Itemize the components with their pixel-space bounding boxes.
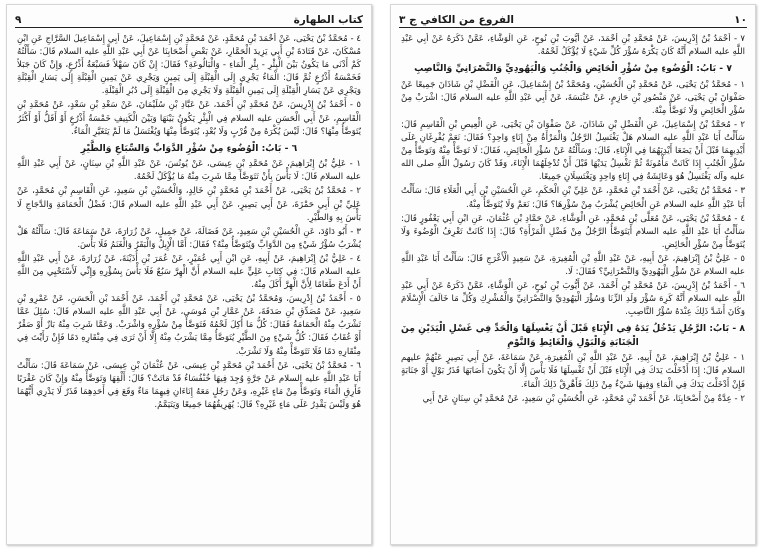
left-page	[6, 4, 372, 545]
running-title: الفروع من الكافي ج ٣	[399, 14, 514, 26]
hadith-paragraph: ٥ - أَحْمَدُ بْنُ إِدْرِيسَ، عَنْ مُحَمَّدِ بْنِ أَحْمَدَ، عَنْ عَبَّادِ بْنِ سُلَيْمَانَ، عَنْ سَعْدِ بْنِ سَعْدٍ، عَنْ مُحَمَّدِ بْنِ الْقَاسِمِ، عَنْ أَبِي الْحَسَنِ عليه السلام فِي الْبِئْرِ يَكُونُ بَيْنَهَا وَبَيْنَ الْكَنِيفِ خَمْسَةُ أَذْرُعٍ أَوْ أَقَلُّ أَوْ أَكْثَرُ يُتَوَضَّأُ مِنْهَا؟ قَالَ: لَيْسَ يُكْرَهُ مِنْ قُرْبٍ وَلَا بُعْدٍ، يُتَوَضَّأُ مِنْهَا وَيُغْتَسَلُ مَا لَمْ يَتَغَيَّرِ الْمَاءُ.	[17, 100, 361, 137]
hadith-paragraph: ٢ - مُحَمَّدُ بْنُ إِسْمَاعِيلَ، عَنِ الْفَضْلِ بْنِ شَاذَانَ، عَنْ صَفْوَانَ بْنِ يَحْيَى، عَنِ الْعِيصِ بْنِ الْقَاسِمِ قَالَ: سَأَلْتُ أَبَا عَبْدِ اللَّهِ عليه السلام هَلْ يَغْتَسِلُ الرَّجُلُ وَالْمَرْأَةُ مِنْ إِنَاءٍ وَاحِدٍ؟ فَقَالَ: نَعَمْ يُفْرِغَانِ عَلَى أَيْدِيهِمَا قَبْلَ أَنْ يَضَعَا أَيْدِيَهُمَا فِي الْإِنَاءِ، قَالَ: وَسَأَلْتُهُ عَنْ سُؤْرِ الْحَائِضِ، فَقَالَ: لَا تَوَضَّأْ مِنْهُ وَتَوَضَّأْ مِنْ سُؤْرِ الْجُنُبِ إِذَا كَانَتْ مَأْمُونَةً ثُمَّ تَغْسِلُ يَدَيْهَا قَبْلَ أَنْ تُدْخِلَهُمَا الْإِنَاءَ، وَقَدْ كَانَ رَسُولُ اللَّهِ صلى الله عليه وآله يَغْتَسِلُ هُوَ وَعَائِشَةُ فِي إِنَاءٍ وَاحِدٍ وَيَغْتَسِلَانِ جَمِيعًا.	[401, 119, 745, 183]
page-header	[399, 11, 747, 28]
hadith-paragraph: ٦ - مُحَمَّدُ بْنُ يَحْيَى، عَنْ أَحْمَدَ بْنِ مُحَمَّدٍ بْنِ عِيسَى، عَنْ عُثْمَانَ بْنِ عِيسَى، عَنْ سَمَاعَةَ قَالَ: سَأَلْتُ أَبَا عَبْدِ اللَّهِ عليه السلام عَنْ جَرَّةٍ وُجِدَ فِيهَا خُنْفُسَاءُ قَدْ مَاتَتْ؟ قَالَ: أَلْقِهَا وَتَوَضَّأْ مِنْهُ وَإِنْ كَانَ عَقْرَبًا فَأَرِقِ الْمَاءَ وَتَوَضَّأْ مِنْ مَاءٍ غَيْرِهِ، وَعَنْ رَجُلٍ مَعَهُ إِنَاءَانِ فِيهِمَا مَاءٌ وَقَعَ فِي أَحَدِهِمَا قَذَرٌ لَا يَدْرِي أَيُّهُمَا هُوَ وَلَيْسَ يَقْدِرُ عَلَى مَاءٍ غَيْرِهِ؟ قَالَ: يُهَرِيقُهُمَا جَمِيعًا وَيَتَيَمَّمُ.	[17, 360, 361, 410]
hadith-paragraph: ٢ - مُحَمَّدُ بْنُ يَحْيَى، عَنْ أَحْمَدَ بْنِ مُحَمَّدٍ بْنِ خَالِدٍ، وَالْحُسَيْنِ بْنِ سَعِيدٍ، عَنِ الْقَاسِمِ بْنِ مُحَمَّدٍ، عَنْ عَلِيِّ بْنِ أَبِي حَمْزَةَ، عَنْ أَبِي بَصِيرٍ، عَنْ أَبِي عَبْدِ اللَّهِ عليه السلام قَالَ: فَضْلُ الْحَمَامَةِ وَالدَّجَاجِ لَا بَأْسَ بِهِ وَالطَّيْرِ.	[17, 186, 361, 223]
page-number: ٩	[15, 14, 22, 26]
hadith-paragraph: ٤ - عَلِيُّ بْنُ إِبْرَاهِيمَ، عَنْ أَبِيهِ، عَنِ ابْنِ أَبِي عُمَيْرٍ، عَنْ عُمَرَ بْنِ أُذَيْنَةَ، عَنْ زُرَارَةَ، عَنْ أَبِي عَبْدِ اللَّهِ عليه السلام قَالَ: فِي كِتَابِ عَلِيٍّ عليه السلام أَنَّ الْهِرَّ سَبُعٌ فَلَا بَأْسَ بِسُؤْرِهِ وَإِنِّي لَأَسْتَحْيِي مِنَ اللَّهِ أَنْ أَدَعَ طَعَامًا لِأَنَّ الْهِرَّ أَكَلَ مِنْهُ.	[17, 253, 361, 291]
hadith-paragraph: ٢ - عِدَّةٌ مِنْ أَصْحَابِنَا، عَنْ أَحْمَدَ بْنِ مُحَمَّدٍ، عَنِ الْحُسَيْنِ بْنِ سَعِيدٍ، عَنْ مُحَمَّدِ بْنِ سِنَانٍ عَنْ أَبِي	[422, 393, 745, 404]
hadith-paragraph: ١ - عَلِيُّ بْنُ إِبْرَاهِيمَ، عَنْ أَبِيهِ، عَنْ عَبْدِ اللَّهِ بْنِ الْمُغِيرَةِ، عَنْ سَمَاعَةَ، عَنْ أَبِي بَصِيرٍ عَنْهُمْ عليهم السلام قَالَ: إِذَا أَدْخَلْتَ يَدَكَ فِي الْإِنَاءِ قَبْلَ أَنْ تَغْسِلَهَا فَلَا بَأْسَ إِلَّا أَنْ يَكُونَ أَصَابَهَا قَذَرُ بَوْلٍ أَوْ جَنَابَةٍ فَإِنْ أَدْخَلْتَ يَدَكَ فِي الْمَاءِ وَفِيهَا شَيْءٌ مِنْ ذَلِكَ فَأَهْرِقْ ذَلِكَ الْمَاءَ.	[401, 353, 745, 390]
hadith-paragraph: ١ - عَلِيُّ بْنُ إِبْرَاهِيمَ، عَنْ مُحَمَّدِ بْنِ عِيسَى، عَنْ يُونُسَ، عَنْ عَبْدِ اللَّهِ بْنِ سِنَانٍ، عَنْ أَبِي عَبْدِ اللَّهِ عليه السلام قَالَ: لَا بَأْسَ بِأَنْ تَتَوَضَّأَ مِمَّا شَرِبَ مِنْهُ مَا يُؤْكَلُ لَحْمُهُ.	[17, 159, 361, 183]
right-page	[390, 4, 756, 545]
hadith-paragraph: ٤ - مُحَمَّدُ بْنُ يَحْيَى، عَنْ أَحْمَدَ بْنِ مُحَمَّدٍ، عَنْ مُحَمَّدِ بْنِ إِسْمَاعِيلَ، عَنْ أَبِي إِسْمَاعِيلَ السَّرَّاجِ عَنِ ابْنِ مُسْكَانَ، عَنْ قَتَادَةَ بْنِ أَبِي يَزِيدَ الْحَمَّارِ، عَنْ بَعْضِ أَصْحَابِنَا عَنْ أَبِي عَبْدِ اللَّهِ عليه السلام قَالَ: سَأَلْتُهُ كَمْ أَدْنَى مَا يَكُونُ بَيْنَ الْبِئْرِ - بِئْرِ الْمَاءِ - وَالْبَالُوعَةِ؟ فَقَالَ: إِنْ كَانَ سَهْلاً فَسَبْعَةُ أَذْرُعٍ، وَإِنْ كَانَ جَبَلاً فَخَمْسَةُ أَذْرُعٍ ثُمَّ قَالَ: الْمَاءُ يَجْرِي إِلَى الْقِبْلَةِ إِلَى يَمِينٍ وَيَجْرِي عَنْ يَمِينِ الْقِبْلَةِ إِلَى يَسَارِ الْقِبْلَةِ وَيَجْرِي عَنْ يَسَارِ الْقِبْلَةِ إِلَى يَمِينِ الْقِبْلَةِ وَلَا يَجْرِي مِنَ الْقِبْلَةِ إِلَى دُبُرِ الْقِبْلَةِ.	[17, 34, 361, 97]
chapter-heading: ٧ - بَابُ: الْوُضُوءِ مِنْ سُؤْرِ الْحَائِضِ وَالْجُنُبِ وَالْيَهُودِيِّ وَالنَّصْرَانِيِّ وَالنَّاصِبِ	[414, 63, 732, 75]
hadith-paragraph: ٥ - أَحْمَدُ بْنُ إِدْرِيسَ، وَمُحَمَّدُ بْنُ يَحْيَى، عَنْ مُحَمَّدِ بْنِ أَحْمَدَ، عَنْ أَحْمَدَ بْنِ الْحَسَنِ، عَنْ عَمْرِو بْنِ سَعِيدٍ، عَنْ مُصَدِّقِ بْنِ صَدَقَةَ، عَنْ عَمَّارِ بْنِ مُوسَى، عَنْ أَبِي عَبْدِ اللَّهِ عليه السلام قَالَ: سُئِلَ عَمَّا تَشْرَبُ مِنْهُ الْحَمَامَةُ فَقَالَ: كُلُّ مَا أُكِلَ لَحْمُهُ فَتَوَضَّأْ مِنْ سُؤْرِهِ وَاشْرَبْ. وَعَمَّا شَرِبَ مِنْهُ بَازٌ أَوْ صَقْرٌ أَوْ عُقَابٌ فَقَالَ: كُلُّ شَيْءٍ مِنَ الطَّيْرِ يُتَوَضَّأُ مِمَّا يَشْرَبُ مِنْهُ إِلَّا أَنْ تَرَى فِي مِنْقَارِهِ دَمًا فَإِنْ رَأَيْتَ فِي مِنْقَارِهِ دَمًا فَلَا تَتَوَضَّأْ مِنْهُ وَلَا تَشْرَبْ.	[17, 294, 361, 357]
hadith-paragraph: ٥ - عَلِيُّ بْنُ إِبْرَاهِيمَ، عَنْ أَبِيهِ، عَنْ عَبْدِ اللَّهِ بْنِ الْمُغِيرَةِ، عَنْ سَعِيدٍ الْأَعْرَجِ قَالَ: سَأَلْتُ أَبَا عَبْدِ اللَّهِ عليه السلام عَنْ سُؤْرِ الْيَهُودِيِّ وَالنَّصْرَانِيِّ؟ فَقَالَ: لَا.	[401, 253, 745, 277]
running-title: كتاب الطهارة	[293, 14, 363, 26]
chapter-heading: ٦ - بَابُ: الْوُضُوءِ مِنْ سُؤْرِ الدَّوَابِّ وَالسِّبَاعِ وَالطَّيْرِ	[80, 142, 298, 154]
page-number: ١٠	[734, 14, 747, 26]
chapter-heading: ٨ - بَابُ: الرَّجُلِ يَدْخُلُ يَدَهُ فِي الْإِنَاءِ قَبْلَ أَنْ يَغْسِلَهَا وَالْحَدِّ فِي غَسْلِ الْيَدَيْنِ مِنَ الْجَنَابَةِ وَالْبَوْلِ وَالْغَائِطِ وَالنَّوْمِ	[401, 323, 745, 348]
hadith-paragraph: ١ - مُحَمَّدُ بْنُ يَحْيَى، عَنْ مُحَمَّدِ بْنِ الْحُسَيْنِ، وَمُحَمَّدُ بْنُ إِسْمَاعِيلَ، عَنِ الْفَضْلِ بْنِ شَاذَانَ جَمِيعًا عَنْ صَفْوَانَ بْنِ يَحْيَى، عَنْ مَنْصُورِ بْنِ حَازِمٍ، عَنْ عَنْبَسَةَ، عَنْ أَبِي عَبْدِ اللَّهِ عليه السلام قَالَ: اشْرَبْ مِنْ سُؤْرِ الْحَائِضِ وَلَا تَوَضَّأْ مِنْهُ.	[401, 79, 745, 116]
hadith-paragraph: ٧ - أَحْمَدُ بْنُ إِدْرِيسَ، عَنْ مُحَمَّدِ بْنِ أَحْمَدَ، عَنْ أَيُّوبَ بْنِ نُوحٍ، عَنِ الْوَشَّاءِ، عَمَّنْ ذَكَرَهُ عَنْ أَبِي عَبْدِ اللَّهِ عليه السلام أَنَّهُ كَانَ يَكْرَهُ سُؤْرَ كُلِّ شَيْءٍ لَا يُؤْكَلُ لَحْمُهُ.	[401, 34, 745, 58]
hadith-paragraph: ٣ - أَبُو دَاوُدَ، عَنِ الْحُسَيْنِ بْنِ سَعِيدٍ، عَنْ فَضَالَةَ، عَنْ جَمِيلٍ، عَنْ زُرَارَةَ، عَنْ سَمَاعَةَ قَالَ: سَأَلْتُهُ هَلْ يُشْرَبُ سُؤْرُ شَيْءٍ مِنَ الدَّوَابِّ وَيُتَوَضَّأُ مِنْهُ؟ فَقَالَ: أَمَّا الْإِبِلُ وَالْبَقَرُ وَالْغَنَمُ فَلَا بَأْسَ.	[17, 226, 361, 250]
page-header	[15, 11, 363, 28]
hadith-paragraph: ٦ - أَحْمَدُ بْنُ إِدْرِيسَ، عَنْ مُحَمَّدِ بْنِ أَحْمَدَ، عَنْ أَيُّوبَ بْنِ نُوحٍ، عَنِ الْوَشَّاءِ، عَمَّنْ ذَكَرَهُ عَنْ أَبِي عَبْدِ اللَّهِ عليه السلام أَنَّهُ كَرِهَ سُؤْرَ وَلَدِ الزِّنَا وَسُؤْرَ الْيَهُودِيِّ وَالنَّصْرَانِيِّ وَالْمُشْرِكِ وَكُلِّ مَا خَالَفَ الْإِسْلَامَ وَكَانَ أَشَدَّ ذَلِكَ عِنْدَهُ سُؤْرُ النَّاصِبِ.	[401, 281, 745, 318]
page-body	[401, 33, 745, 538]
hadith-paragraph: ٣ - مُحَمَّدُ بْنُ يَحْيَى، عَنْ أَحْمَدَ بْنِ مُحَمَّدٍ، عَنْ عَلِيِّ بْنِ الْحَكَمِ، عَنِ الْحُسَيْنِ بْنِ أَبِي الْعَلَاءِ قَالَ: سَأَلْتُ أَبَا عَبْدِ اللَّهِ عليه السلام عَنِ الْحَائِضِ يُشْرَبُ مِنْ سُؤْرِهَا؟ قَالَ: نَعَمْ وَلَا يُتَوَضَّأُ مِنْهُ.	[401, 186, 745, 210]
hadith-paragraph: ٤ - مُحَمَّدُ بْنُ يَحْيَى، عَنْ مُعَلَّى بْنِ مُحَمَّدٍ، عَنِ الْوَشَّاءِ، عَنْ حَمَّادِ بْنِ عُثْمَانَ، عَنِ ابْنِ أَبِي يَعْفُورٍ قَالَ: سَأَلْتُ أَبَا عَبْدِ اللَّهِ عليه السلام أَيَتَوَضَّأُ الرَّجُلُ مِنْ فَضْلِ الْمَرْأَةِ؟ قَالَ: إِذَا كَانَتْ تَعْرِفُ الْوُضُوءَ وَلَا يُتَوَضَّأُ مِنْ سُؤْرِ الْحَائِضِ.	[401, 213, 745, 250]
page-body	[17, 33, 361, 538]
